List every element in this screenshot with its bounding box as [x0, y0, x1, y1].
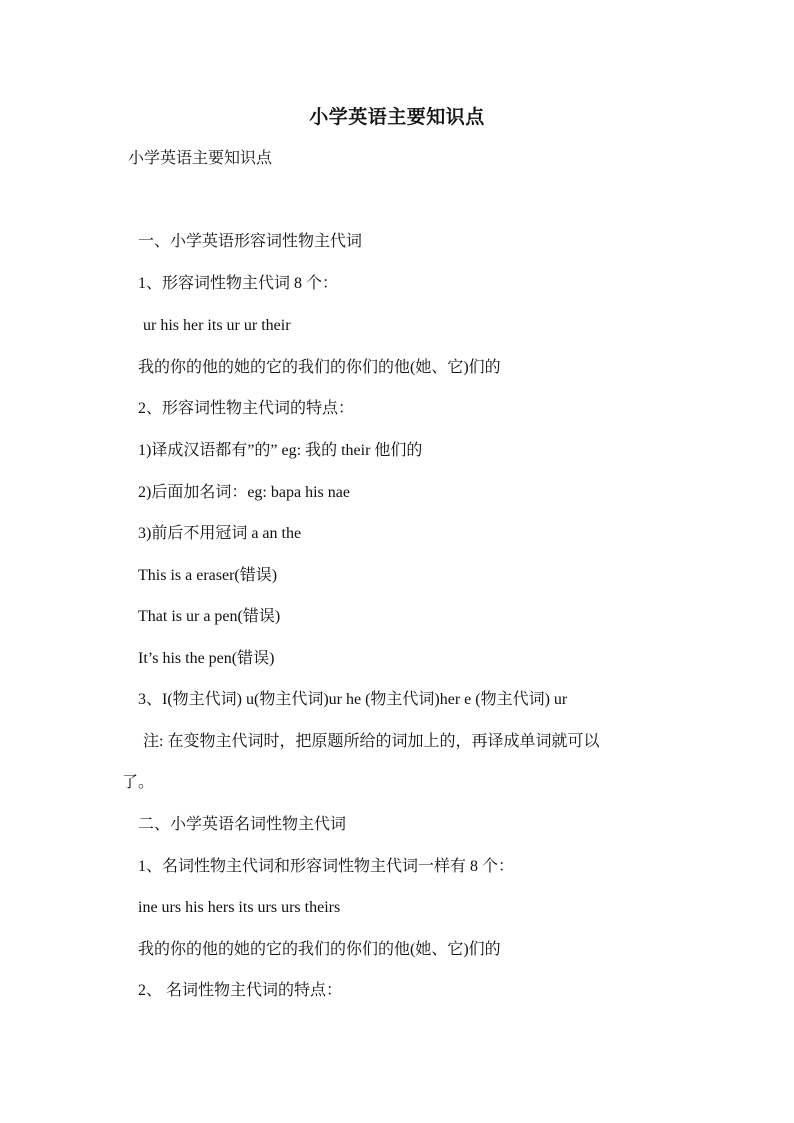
paragraph-line: 1)译成汉语都有”的” eg: 我的 their 他们的: [138, 442, 423, 459]
paragraph-line: That is ur a pen(错误): [138, 608, 281, 625]
paragraph-line: ur his her its ur ur their: [143, 317, 291, 334]
note-line-continuation: 了。: [122, 774, 155, 791]
paragraph-line: 1、形容词性物主代词 8 个：: [138, 275, 339, 292]
paragraph-line: 1、名词性物主代词和形容词性物主代词一样有 8 个：: [138, 858, 515, 875]
paragraph-line: 我的你的他的她的它的我们的你们的他(她、它)们的: [138, 941, 501, 958]
note-line: 注: 在变物主代词时，把原题所给的词加上的，再译成单词就可以: [143, 733, 600, 750]
paragraph-line: It’s his the pen(错误): [138, 650, 275, 667]
paragraph-line: This is a eraser(错误): [138, 567, 278, 584]
paragraph-line: 2)后面加名词：eg: bapa his nae: [138, 484, 350, 501]
document-title: 小学英语主要知识点: [309, 107, 485, 128]
section-heading-2: 二、小学英语名词性物主代词: [138, 816, 347, 833]
paragraph-line: 3)前后不用冠词 a an the: [138, 525, 302, 542]
paragraph-line: 2、 名词性物主代词的特点：: [138, 982, 343, 999]
document-subtitle: 小学英语主要知识点: [128, 150, 273, 167]
paragraph-line: 3、I(物主代词) u(物主代词)ur he (物主代词)her e (物主代词) ur: [138, 691, 568, 708]
section-heading-1: 一、小学英语形容词性物主代词: [138, 233, 363, 250]
paragraph-line: ine urs his hers its urs urs theirs: [138, 899, 341, 916]
paragraph-line: 2、形容词性物主代词的特点：: [138, 400, 355, 417]
paragraph-line: 我的你的他的她的它的我们的你们的他(她、它)们的: [138, 359, 501, 376]
